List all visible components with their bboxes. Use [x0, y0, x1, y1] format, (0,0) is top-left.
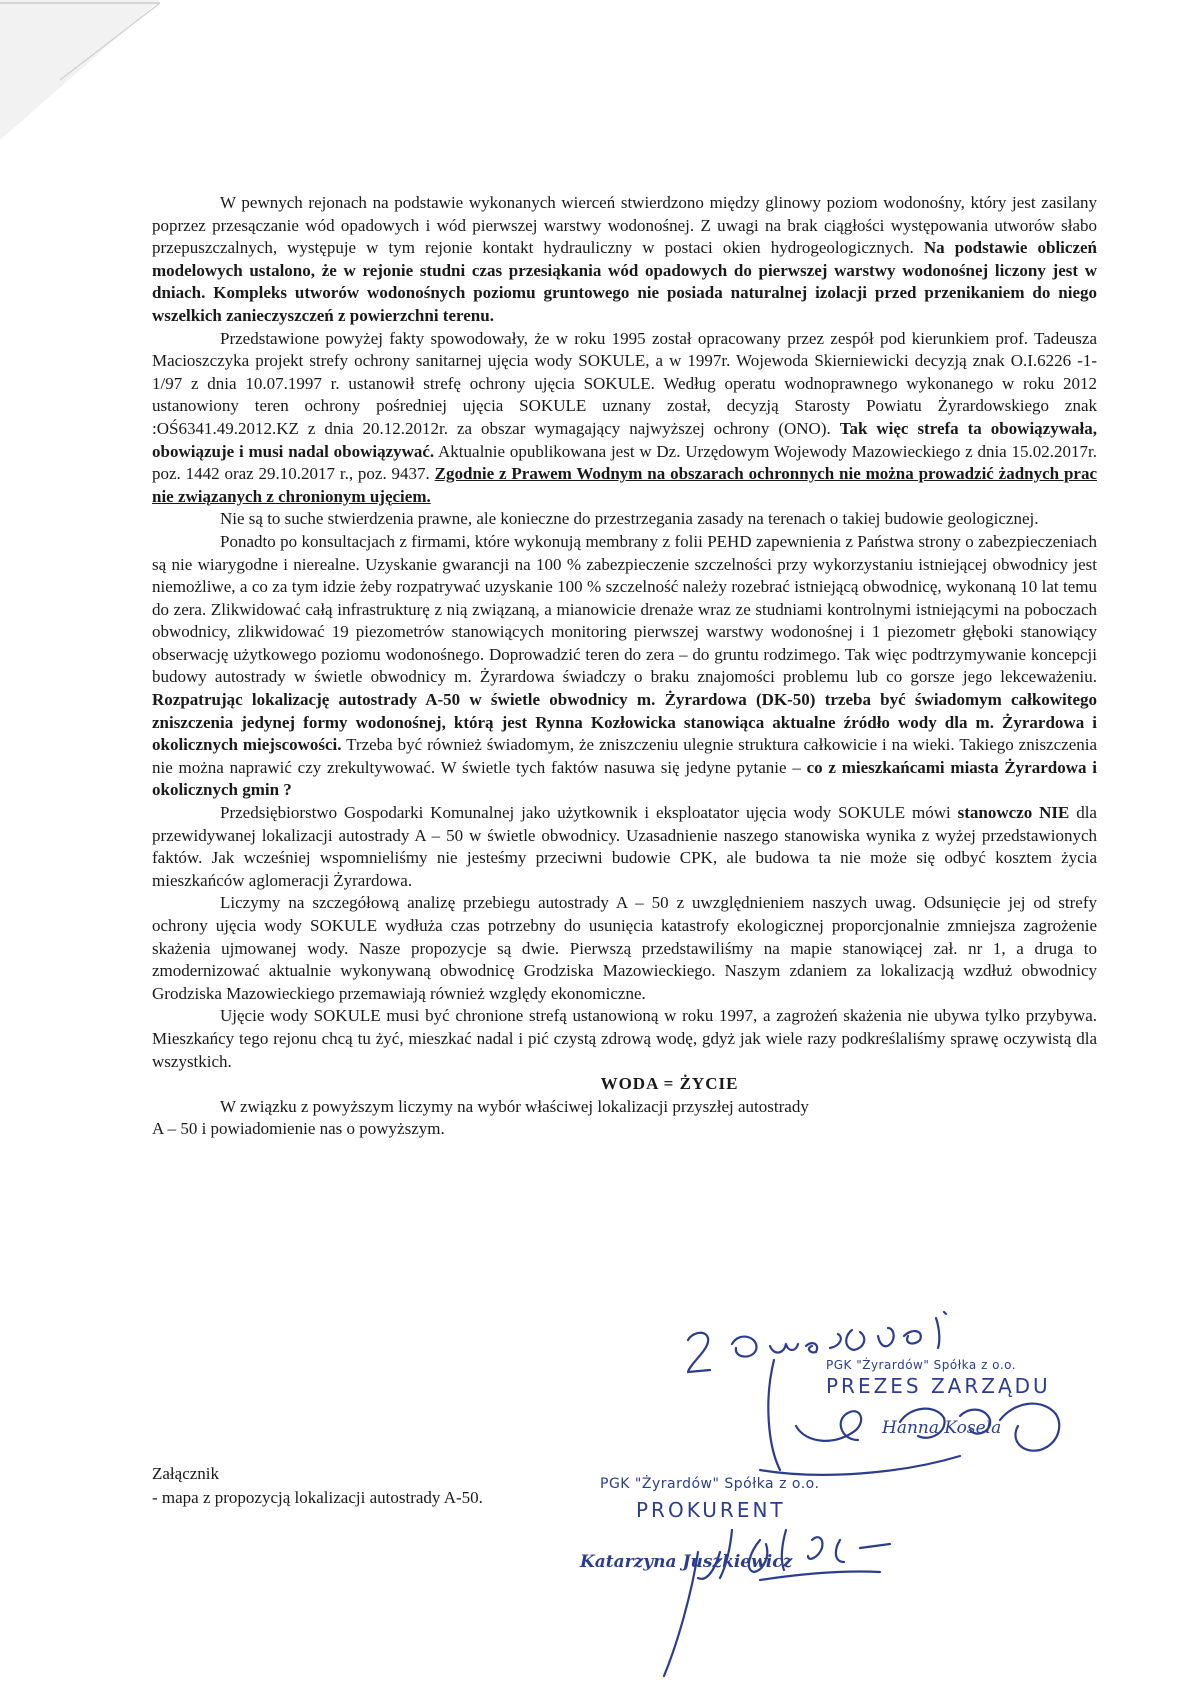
letter-paragraph [152, 328, 1097, 509]
attachment-block [152, 1462, 483, 1510]
letter-paragraph [152, 192, 1097, 328]
letter-paragraph [152, 802, 1097, 892]
stamp-president-name: Hanna Kosela [882, 1418, 1002, 1438]
text-run: Przedsiębiorstwo Gospodarki Komunalnej jako użytkownik i eksploatator ujęcia wody SOKULE mówi [220, 803, 958, 823]
text-run: Aktualnie opublikowana jest w Dz. Urzędowym Wojewody Mazowieckiego z dnia 15.02.2017r. poz. 1442 oraz 29.10.2017 r., poz. 9437. [152, 441, 1097, 484]
text-run: Ponadto po konsultacjach z firmami, które wykonują membrany z folii PEHD zapewnienia z Państwa strony o zabezpieczeniach są nie wiarygodne i nierealne. Uzyskanie gwarancji na 100 % zabezpieczenie szczelności przy wykorzystaniu istniejącej obwodnicy jest niemożliwe, a co za tym idzie żeby rozpatrywać uzyskanie 100 % szczelność należy rozebrać istniejącą obwodnicę, wykonaną 10 lat temu do zera. Zlikwidować całą infrastrukturę z nią związaną, a mianowicie drenaże wraz ze studniami kontrolnymi istniejącymi na poboczach obwodnicy, zlikwidować 19 piezometrów stanowiących monitoring pierwszej warstwy wodonośnej i 1 piezometr głęboki stanowiący obserwację użytkowego poziomu wodonośnego. Doprowadzić teren do zera – do gruntu rodzimego. Tak więc podtrzymywanie koncepcji budowy autostrady w świetle obwodnicy m. Żyrardowa świadczy o braku znajomości problemu lub co gorsze jego lekceważeniu. [152, 531, 1097, 687]
stamp-proxy-role: PROKURENT [636, 1498, 786, 1522]
letter-paragraph [152, 508, 1097, 531]
text-run: Rozpatrując lokalizację autostrady A-50 w świetle obwodnicy m. Żyrardowa (DK-50) trzeba być świadomym całkowitego zniszczenia jedynej formy wodonośnej, którą jest Rynna Kozłowicka stanowiąca aktualne źródło wody dla m. Żyrardowa i okolicznych miejscowości. [152, 690, 1097, 755]
text-run: Na podstawie obliczeń modelowych ustalono, że w rejonie studni czas przesiąkania wód opadowych do pierwszej warstwy wodonośnej liczony jest w dniach. Kompleks utworów wodonośnych poziomu gruntowego nie posiada naturalnej izolacji przed przenikaniem do niego wszelkich zanieczyszczeń z powierzchni terenu. [152, 238, 1097, 325]
stamp-proxy-company: PGK "Żyrardów" Spółka z o.o. [600, 1476, 820, 1492]
stamp-proxy-name: Katarzyna Juszkiewicz [580, 1552, 793, 1572]
text-run: Liczymy na szczegółową analizę przebiegu autostrady A – 50 z uwzględnieniem naszych uwag. Odsunięcie jej od strefy ochrony ujęcia wody SOKULE wydłuża czas potrzebny do usunięcia katastrofy ekologicznej proporcjonalnie zmniejsza zagrożenie skażenia ujmowanej wody. Nasze propozycje są dwie. Pierwszą przedstawiliśmy na mapie stanowiącej zał. nr 1, a druga to zmodernizować aktualnie wykonywaną obwodnicę Grodziska Mazowieckiego. Naszym zdaniem za lokalizacją wzdłuż obwodnicy Grodziska Mazowieckiego przemawiają również względy ekonomiczne. [152, 893, 1097, 1003]
motto: WODA = ŻYCIE [600, 1074, 739, 1094]
text-run: Przedstawione powyżej fakty spowodowały, że w roku 1995 został opracowany przez zespół pod kierunkiem prof. Tadeusza Macioszczyka projekt strefy ochrony sanitarnej ujęcia wody SOKULE, a w 1997r. Wojewoda Skierniewicki decyzją znak O.I.6226 -1-1/97 z dnia 10.07.1997 r. ustanowił strefę ochrony ujęcia SOKULE. Według operatu wodnoprawnego wykonanego w roku 2012 ustanowiony teren ochrony pośredniej ujęcia SOKULE uznany został, decyzją Starosty Powiatu Żyrardowskiego znak :OŚ6341.49.2012.KZ z dnia 20.12.2012r. za obszar wymagający najwyższej ochrony (ONO). [152, 328, 1097, 438]
text-run: Trzeba być również świadomym, że zniszczeniu ulegnie struktura całkowicie i na wieki. Takiego zniszczenia nie można naprawić czy zrekultywować. W świetle tych faktów nasuwa się jedyne pytanie – [152, 735, 1098, 777]
letter-paragraph [152, 892, 1097, 1005]
letter-paragraphs [152, 192, 1097, 1073]
text-run: Tak więc strefa ta obowiązywała, obowiązuje i musi nadal obowiązywać. [152, 418, 1097, 461]
closing-line-2: A – 50 i powiadomienie nas o powyższym. [152, 1119, 445, 1139]
attachment-item: - mapa z propozycją lokalizacji autostrady A-50. [152, 1488, 483, 1507]
stamp-president [826, 1358, 1051, 1438]
text-run: dla przewidywanej lokalizacji autostrady A – 50 w świetle obwodnicy. Uzasadnienie naszego stanowiska wynika z wyżej przedstawionych faktów. Jak wcześniej wspomnieliśmy nie jesteśmy przeciwni budowie CPK, ale budowa ta nie może się odbyć kosztem życia mieszkańców aglomeracji Żyrardowa. [152, 803, 1097, 890]
attachment-label: Załącznik [152, 1464, 220, 1483]
closing-line-1: W związku z powyższym liczymy na wybór właściwej lokalizacji przyszłej autostrady [220, 1096, 809, 1116]
scan-corner-fold [0, 0, 170, 150]
letter-body [152, 192, 1097, 1141]
letter-paragraph [152, 1005, 1097, 1073]
text-run: Nie są to suche stwierdzenia prawne, ale konieczne do przestrzegania zasady na terenach o takiej budowie geologicznej. [220, 509, 1039, 529]
stamp-president-company: PGK "Żyrardów" Spółka z o.o. [826, 1358, 1017, 1372]
stamp-proxy [580, 1476, 820, 1572]
text-run: Ujęcie wody SOKULE musi być chronione strefą ustanowioną w roku 1997, a zagrożeń skażenia nie ubywa tylko przybywa. Mieszkańcy tego rejonu chcą tu żyć, mieszkać nadal i pić czystą zdrową wodę, gdyż jak wiele razy podkreślaliśmy sprawę oczywistą dla wszystkich. [152, 1006, 1097, 1071]
stamp-president-role: PREZES ZARZĄDU [826, 1374, 1051, 1398]
text-run: stanowczo NIE [957, 803, 1070, 823]
text-run: co z mieszkańcami miasta Żyrardowa i okolicznych gmin ? [152, 757, 1097, 800]
text-run: W pewnych rejonach na podstawie wykonanych wierceń stwierdzono między glinowy poziom wodonośny, który jest zasilany poprzez przesączanie wód opadowych i wód pierwszej warstwy wodonośnej. Z uwagi na brak ciągłości występowania utworów słabo przepuszczalnych, występuje w tym rejonie kontakt hydrauliczny w postaci okien hydrogeologicznych. [152, 193, 1097, 258]
letter-paragraph [152, 531, 1097, 802]
text-run: Zgodnie z Prawem Wodnym na obszarach ochronnych nie można prowadzić żadnych prac nie związanych z chronionym ujęciem. [152, 464, 1097, 506]
